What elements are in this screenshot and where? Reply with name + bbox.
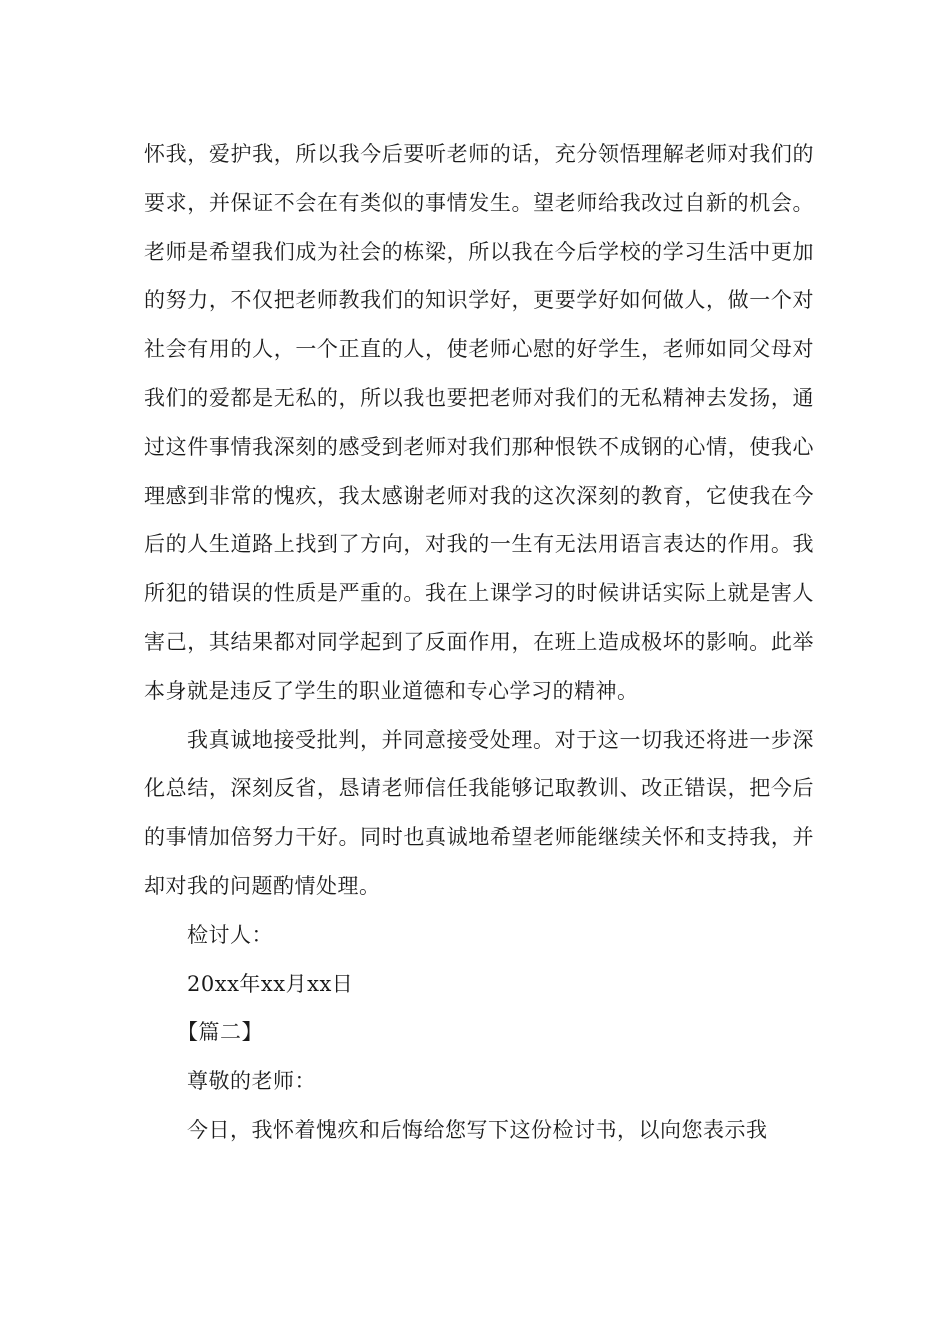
signature-label: 检讨人：	[187, 922, 273, 947]
salutation: 尊敬的老师：	[187, 1069, 316, 1094]
document-body	[144, 130, 814, 1155]
final-paragraph: 今日，我怀着愧疚和后悔给您写下这份检讨书，以向您表示我	[187, 1117, 768, 1142]
date-line: 20xx年xx月xx日	[187, 971, 354, 996]
body-paragraph-2: 我真诚地接受批判，并同意接受处理。对于这一切我还将进一步深化总结，深刻反省，恳请老师信任我能够记取教训、改正错误，把今后的事情加倍努力干好。同时也真诚地希望老师能继续关怀和支持我，并却对我的问题酌情处理。	[144, 727, 814, 898]
section-title: 【篇二】	[177, 1020, 263, 1045]
body-paragraph-1: 怀我，爱护我，所以我今后要听老师的话，充分领悟理解老师对我们的要求，并保证不会在有类似的事情发生。望老师给我改过自新的机会。老师是希望我们成为社会的栋梁，所以我在今后学校的学习生活中更加的努力，不仅把老师教我们的知识学好，更要学好如何做人，做一个对社会有用的人，一个正直的人，使老师心慰的好学生，老师如同父母对我们的爱都是无私的，所以我也要把老师对我们的无私精神去发扬，通过这件事情我深刻的感受到老师对我们那种恨铁不成钢的心情，使我心理感到非常的愧疚，我太感谢老师对我的这次深刻的教育，它使我在今后的人生道路上找到了方向，对我的一生有无法用语言表达的作用。我所犯的错误的性质是严重的。我在上课学习的时候讲话实际上就是害人害己，其结果都对同学起到了反面作用，在班上造成极坏的影响。此举本身就是违反了学生的职业道德和专心学习的精神。	[144, 142, 814, 703]
